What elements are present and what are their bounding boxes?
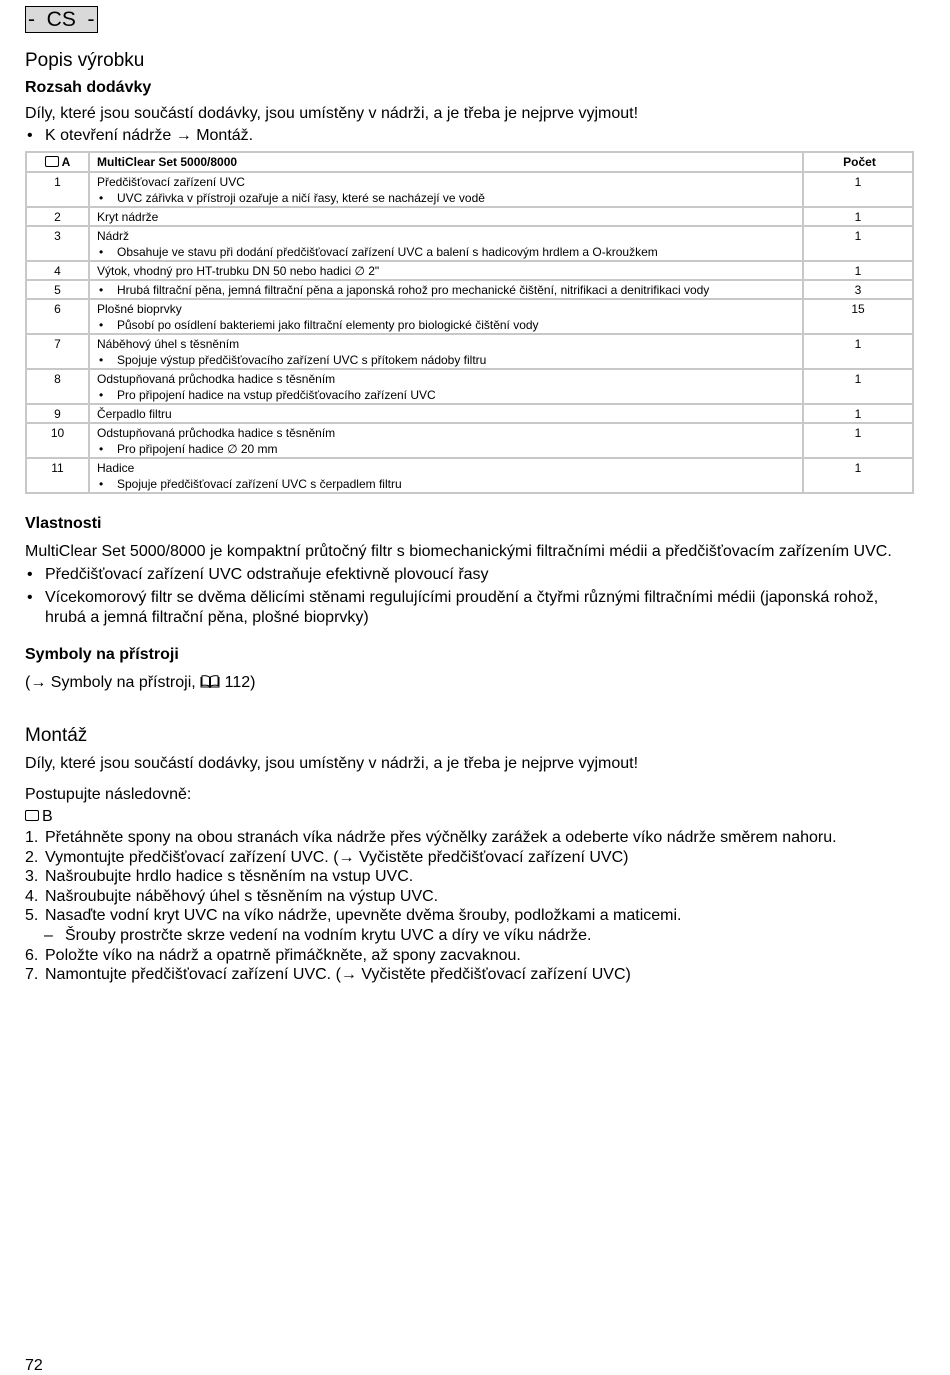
row-description: [89, 404, 803, 423]
table-row: [26, 226, 913, 261]
row-qty: 1: [803, 458, 913, 493]
feature-bullet: • Předčišťovací zařízení UVC odstraňuje efektivně plovoucí řasy: [25, 565, 915, 585]
step-text: Vymontujte předčišťovací zařízení UVC. (→ Vyčistěte předčišťovací zařízení UVC): [45, 848, 629, 866]
subtitle-symbols: Symboly na přístroji: [25, 646, 179, 663]
part-title: Odstupňovaná průchodka hadice s těsněním: [97, 372, 336, 386]
assembly-lead: Postupujte následovně:: [25, 786, 192, 803]
part-title: Výtok, vhodný pro HT-trubku DN 50 nebo hadici ∅ 2": [97, 264, 380, 278]
assembly-step: [25, 965, 915, 985]
table-row: [26, 334, 913, 369]
table-row: [26, 280, 913, 299]
assembly-figure-ref: B: [25, 807, 915, 827]
step-text: Položte víko na nádrž a opatrně přimáčkněte, až spony zacvaknou.: [45, 946, 521, 964]
table-row: [26, 404, 913, 423]
section-title-assembly: Montáž: [25, 725, 88, 746]
assembly-intro: Díly, které jsou součástí dodávky, jsou umístěny v nádrži, a je třeba je nejprve vyjmout!: [25, 755, 639, 772]
row-number: 7: [26, 334, 89, 369]
step-text: Šrouby prostrčte skrze vedení na vodním krytu UVC a díry ve víku nádrže.: [65, 926, 592, 944]
row-qty: 1: [803, 172, 913, 207]
language-tag: - CS -: [25, 6, 98, 33]
step-number: 2.: [25, 848, 39, 866]
row-qty: 1: [803, 207, 913, 226]
part-title: Plošné bioprvky: [97, 302, 182, 316]
row-qty: 1: [803, 404, 913, 423]
assembly-step: [25, 848, 915, 868]
row-qty: 1: [803, 423, 913, 458]
row-number: 4: [26, 261, 89, 280]
step-number: 1.: [25, 829, 39, 846]
step-number: 6.: [25, 946, 39, 964]
row-qty: 1: [803, 334, 913, 369]
feature-bullet: • Vícekomorový filtr se dvěma dělicími stěnami regulujícími proudění a čtyřmi různými filtračními médii (japonská rohož, hrubá a jemná filtrační pěna, plošné bioprvky): [25, 588, 915, 628]
row-description: [89, 369, 803, 404]
table-row: [26, 423, 913, 458]
assembly-steps: [25, 828, 915, 985]
table-row: [26, 299, 913, 334]
step-text: Našroubujte hrdlo hadice s těsněním na vstup UVC.: [45, 868, 414, 886]
row-number: 8: [26, 369, 89, 404]
table-row: [26, 172, 913, 207]
subtitle-features: Vlastnosti: [25, 515, 102, 532]
row-description: [89, 334, 803, 369]
part-title: Předčišťovací zařízení UVC: [97, 175, 245, 189]
row-number: 2: [26, 207, 89, 226]
table-row: [26, 261, 913, 280]
part-note: • Pro připojení hadice na vstup předčišťovacího zařízení UVC: [97, 387, 798, 403]
row-description: [89, 423, 803, 458]
row-qty: 1: [803, 261, 913, 280]
row-description: [89, 172, 803, 207]
assembly-step: [25, 906, 915, 926]
assembly-step: [25, 946, 915, 966]
step-text: Našroubujte náběhový úhel s těsněním na výstup UVC.: [45, 887, 439, 905]
book-icon: [200, 675, 220, 688]
delivery-intro: Díly, které jsou součástí dodávky, jsou umístěny v nádrži, a je třeba je nejprve vyjmout!: [25, 105, 639, 122]
table-row: [26, 207, 913, 226]
part-note: • Hrubá filtrační pěna, jemná filtrační pěna a japonská rohož pro mechanické čištění, nitrifikaci a denitrifikaci vody: [97, 282, 798, 298]
assembly-step: [25, 867, 915, 887]
page-number: 72: [25, 1357, 43, 1374]
step-text: Namontujte předčišťovací zařízení UVC. (→ Vyčistěte předčišťovací zařízení UVC): [45, 966, 631, 984]
row-number: 10: [26, 423, 89, 458]
figure-icon: [25, 810, 39, 821]
parts-table-header: [26, 152, 913, 172]
row-description: [89, 226, 803, 261]
section-title-product: Popis výrobku: [25, 50, 145, 71]
step-text: Nasaďte vodní kryt UVC na víko nádrže, upevněte dvěma šrouby, podložkami a maticemi.: [45, 907, 682, 925]
row-qty: 3: [803, 280, 913, 299]
part-note: • Obsahuje ve stavu při dodání předčišťovací zařízení UVC a balení s hadicovým hrdlem a O-kroužkem: [97, 244, 798, 260]
open-tank-note: • K otevření nádrže → Montáž.: [25, 126, 915, 146]
step-number: 3.: [25, 868, 39, 886]
row-description: [89, 261, 803, 280]
assembly-step: [25, 887, 915, 907]
header-qty: Počet: [803, 152, 913, 172]
part-title: Čerpadlo filtru: [97, 407, 172, 421]
part-note: • Spojuje výstup předčišťovacího zařízení UVC s přítokem nádoby filtru: [97, 352, 798, 368]
symbols-reference: (→ Symboly na přístroji, 112): [25, 674, 256, 691]
row-number: 11: [26, 458, 89, 493]
row-description: [89, 299, 803, 334]
row-description: [89, 280, 803, 299]
parts-table: [25, 151, 914, 494]
part-note: • UVC zářivka v přístroji ozařuje a ničí řasy, které se nacházejí ve vodě: [97, 190, 798, 206]
row-number: 9: [26, 404, 89, 423]
row-description: [89, 207, 803, 226]
page-content: [25, 6, 915, 985]
part-title: Náběhový úhel s těsněním: [97, 337, 240, 351]
step-number: 5.: [25, 907, 39, 925]
part-title: Nádrž: [97, 229, 130, 243]
table-row: [26, 458, 913, 493]
header-figure-ref: A: [26, 152, 89, 172]
step-number: –: [44, 926, 53, 944]
step-number: 4.: [25, 887, 39, 905]
row-qty: 15: [803, 299, 913, 334]
step-text: Přetáhněte spony na obou stranách víka nádrže přes výčnělky zarážek a odeberte víko nádrže směrem nahoru.: [45, 829, 837, 846]
table-row: [26, 369, 913, 404]
row-qty: 1: [803, 369, 913, 404]
header-product: MultiClear Set 5000/8000: [89, 152, 803, 172]
part-note: • Působí po osídlení bakteriemi jako filtrační elementy pro biologické čištění vody: [97, 317, 798, 333]
part-note: • Spojuje předčišťovací zařízení UVC s čerpadlem filtru: [97, 476, 798, 492]
row-qty: 1: [803, 226, 913, 261]
row-number: 5: [26, 280, 89, 299]
step-number: 7.: [25, 966, 39, 984]
part-title: Kryt nádrže: [97, 210, 159, 224]
features-text: MultiClear Set 5000/8000 je kompaktní průtočný filtr s biomechanickými filtračními médii a předčišťovacím zařízením UVC.: [25, 543, 892, 560]
part-note: • Pro připojení hadice ∅ 20 mm: [97, 441, 798, 457]
part-title: Hadice: [97, 461, 135, 475]
row-number: 6: [26, 299, 89, 334]
assembly-substep: [25, 926, 915, 946]
assembly-step: [25, 828, 915, 848]
subtitle-delivery-scope: Rozsah dodávky: [25, 79, 152, 96]
row-number: 3: [26, 226, 89, 261]
row-description: [89, 458, 803, 493]
figure-icon: [45, 156, 59, 167]
row-number: 1: [26, 172, 89, 207]
part-title: Odstupňovaná průchodka hadice s těsněním: [97, 426, 336, 440]
